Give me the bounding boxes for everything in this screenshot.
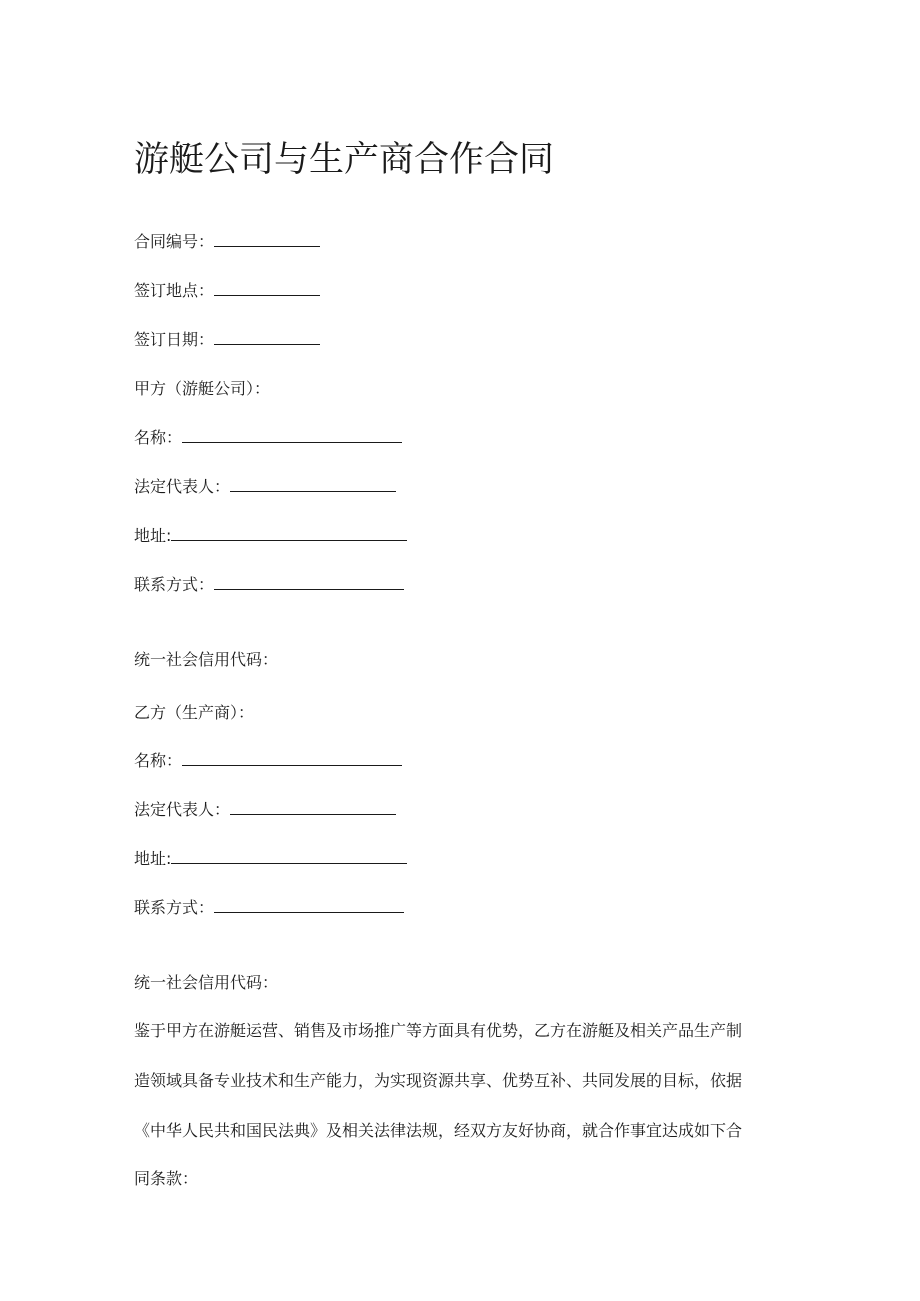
party-b-address-label: 地址:	[134, 849, 172, 868]
party-a-credit-code: 统一社会信用代码：	[134, 650, 279, 669]
party-a-address-label: 地址:	[134, 526, 172, 545]
party-b-legal-rep-blank	[230, 800, 396, 815]
preamble-line: 鉴于甲方在游艇运营、销售及市场推广等方面具有优势，乙方在游艇及相关产品生产制	[134, 1021, 743, 1040]
sign-place-blank	[214, 281, 320, 296]
party-b-contact-field	[134, 898, 404, 918]
party-b-address-blank	[171, 849, 407, 864]
party-a-name-label: 名称：	[134, 428, 183, 447]
party-b-name-field	[134, 751, 402, 771]
sign-place-field	[134, 281, 320, 301]
party-a-contact-field	[134, 575, 404, 595]
preamble-paragraph	[134, 1021, 794, 1201]
party-b-name-label: 名称：	[134, 751, 183, 770]
party-b-contact-label: 联系方式：	[134, 898, 215, 917]
party-a-legal-rep-field	[134, 477, 396, 497]
preamble-line: 《中华人民共和国民法典》及相关法律法规，经双方友好协商，就合作事宜达成如下合	[134, 1121, 743, 1140]
party-b-legal-rep-label: 法定代表人：	[134, 800, 231, 819]
sign-date-field	[134, 330, 320, 350]
party-b-legal-rep-field	[134, 800, 396, 820]
preamble-line: 造领域具备专业技术和生产能力，为实现资源共享、优势互补、共同发展的目标，依据	[134, 1071, 743, 1090]
party-a-name-field	[134, 428, 402, 448]
document-title: 游艇公司与生产商合作合同	[134, 140, 555, 180]
party-a-contact-label: 联系方式：	[134, 575, 215, 594]
party-b-contact-blank	[214, 898, 404, 913]
party-a-legal-rep-label: 法定代表人：	[134, 477, 231, 496]
party-b-name-blank	[182, 751, 402, 766]
preamble-line: 同条款：	[134, 1169, 199, 1188]
sign-place-label: 签订地点：	[134, 281, 215, 300]
party-b-heading: 乙方（生产商）：	[134, 703, 255, 722]
party-a-heading: 甲方（游艇公司）：	[134, 379, 271, 398]
party-a-name-blank	[182, 428, 402, 443]
sign-date-label: 签订日期：	[134, 330, 215, 349]
sign-date-blank	[214, 330, 320, 345]
party-a-contact-blank	[214, 575, 404, 590]
party-a-address-blank	[171, 526, 407, 541]
contract-number-field	[134, 232, 320, 252]
party-b-credit-code: 统一社会信用代码：	[134, 973, 279, 992]
contract-number-blank	[214, 232, 320, 247]
party-b-address-field	[134, 849, 407, 869]
contract-number-label: 合同编号：	[134, 232, 215, 251]
party-a-address-field	[134, 526, 407, 546]
party-a-legal-rep-blank	[230, 477, 396, 492]
